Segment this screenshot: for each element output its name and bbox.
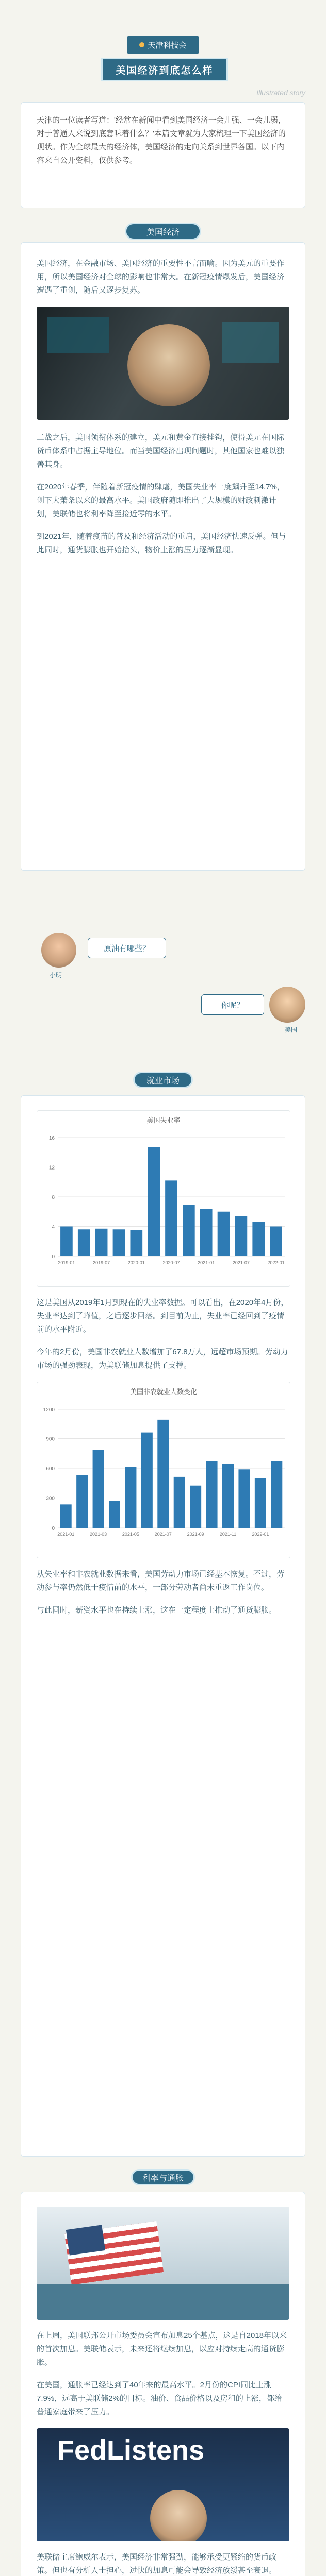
y-tick-label: 16	[48, 1136, 55, 1141]
nonfarm-bar-chart	[37, 1399, 290, 1553]
emp-paragraph-2: 今年的2月份，美国非农就业人数增加了67.8万人，远超市场预期。劳动力市场的强劲表现，为美联储加息提供了支撑。	[37, 1348, 288, 1370]
bar	[252, 1222, 265, 1256]
x-tick-label: 2022-01	[267, 1260, 285, 1265]
screen-shape	[222, 322, 279, 363]
y-tick-label: 300	[46, 1496, 55, 1502]
bar	[174, 1477, 185, 1528]
main-paragraph-3: 在2020年春季，伴随着新冠疫情的肆虐，美国失业率一度飙升至14.7%，创下大萧条以来的最高水平。美国政府随即推出了大规模的财政刺激计划，美联储也将利率降至接近零的水平。	[37, 483, 285, 518]
chart-title: 美国非农就业人数变化	[129, 1388, 197, 1396]
x-tick-label: 2021-11	[219, 1532, 237, 1537]
chart-title: 美国失业率	[146, 1116, 181, 1124]
speaker-figure	[150, 2490, 207, 2541]
x-tick-label: 2021-01	[198, 1260, 215, 1265]
y-tick-label: 600	[46, 1466, 55, 1472]
x-tick-label: 2022-01	[252, 1532, 269, 1537]
chart-unemployment	[37, 1110, 290, 1287]
y-tick-label: 0	[52, 1526, 55, 1531]
unemployment-bar-chart	[37, 1127, 290, 1282]
x-tick-label: 2020-01	[127, 1260, 145, 1265]
emp-paragraph-3: 从失业率和非农就业数据来看，美国劳动力市场已经基本恢复。不过，劳动参与率仍然低于疫情前的水平，一部分劳动者尚未重返工作岗位。	[37, 1570, 285, 1592]
x-tick-label: 2020-07	[162, 1260, 180, 1265]
flag-illustration	[37, 2207, 289, 2320]
waves-shape	[37, 2284, 289, 2320]
bar	[238, 1469, 250, 1528]
page-title: 美国经济到底怎么样	[101, 58, 228, 81]
emp-paragraph-4: 与此同时，薪资水平也在持续上涨，这在一定程度上推动了通货膨胀。	[37, 1606, 277, 1615]
bar	[125, 1467, 136, 1528]
bar	[76, 1475, 88, 1528]
x-tick-label: 2021-05	[122, 1532, 139, 1537]
bar	[206, 1461, 218, 1528]
brand-badge	[127, 36, 199, 54]
bar	[93, 1450, 104, 1528]
x-tick-label: 2021-03	[90, 1532, 107, 1537]
bar	[183, 1205, 195, 1256]
bar	[148, 1147, 160, 1256]
y-tick-label: 8	[52, 1195, 55, 1200]
main-card	[21, 242, 305, 871]
intro-card	[21, 102, 305, 208]
bar	[157, 1420, 169, 1528]
bar	[165, 1180, 177, 1256]
x-tick-label: 2021-07	[154, 1532, 172, 1537]
bar	[255, 1478, 266, 1528]
screen-shape	[47, 317, 109, 353]
x-tick-label: 2021-01	[57, 1532, 75, 1537]
hike-paragraph-1: 在上周，美国联邦公开市场委员会宣布加息25个基点，这是自2018年以来的首次加息。美联储表示，未来还将继续加息，以应对持续走高的通货膨胀。	[37, 2331, 287, 2367]
bar	[222, 1464, 234, 1528]
bar	[60, 1504, 72, 1528]
speech-bubble-answer: 你呢？	[201, 994, 264, 1015]
bar	[141, 1433, 153, 1528]
y-tick-label: 1200	[43, 1407, 55, 1413]
trader-face	[127, 324, 210, 406]
section-label-employment: 就业市场	[133, 1072, 193, 1088]
section-label-market: 美国经济	[125, 223, 201, 240]
intro-text: 天津的一位读者写道：'经常在新闻中看到美国经济一会儿强、一会儿弱，对于普通人来说到底意味着什么？'本篇文章就为大家梳理一下美国经济的现状。作为全球最大的经济体，美国经济的走向关系到世界各国。以下内容来自公开资料，仅供参考。	[37, 116, 286, 165]
main-paragraph-1: 美国经济，在金融市场、美国经济的重要性不言而喻。因为美元的重要作用，所以美国经济对全球的影响也非常大。在新冠疫情爆发后，美国经济遭遇了重创，随后又逐步复苏。	[37, 259, 285, 295]
avatar-user1	[41, 933, 76, 968]
hike-paragraph-2: 在美国，通胀率已经达到了40年来的最高水平。2月份的CPI同比上涨7.9%，远高于美联储2%的目标。油价、食品价格以及房租的上涨，都给普通家庭带来了压力。	[37, 2381, 282, 2416]
bar	[235, 1216, 248, 1256]
bar	[271, 1461, 282, 1528]
x-tick-label: 2019-01	[58, 1260, 75, 1265]
fed-listens-text: FedListens	[57, 2435, 205, 2466]
bar	[200, 1209, 213, 1256]
y-tick-label: 0	[52, 1254, 55, 1260]
y-tick-label: 12	[48, 1165, 55, 1171]
x-tick-label: 2021-07	[232, 1260, 250, 1265]
bar	[113, 1229, 125, 1256]
x-tick-label: 2019-07	[93, 1260, 110, 1265]
bar	[270, 1227, 282, 1257]
employment-card	[21, 1095, 305, 2157]
speech-bubble-question: 原油有哪些？	[88, 938, 166, 958]
x-tick-label: 2021-09	[187, 1532, 204, 1537]
bar	[109, 1501, 120, 1528]
fed-photo	[37, 2428, 289, 2541]
rate-hike-card	[21, 2192, 305, 2576]
section-label-hike: 利率与通胀	[131, 2169, 195, 2185]
avatar-user2	[269, 987, 305, 1023]
brand-label: 天津科技会	[148, 41, 187, 50]
flag-canton-shape	[66, 2225, 105, 2255]
bar	[60, 1227, 73, 1257]
brand-dot-icon	[139, 42, 144, 47]
hike-paragraph-3: 美联储主席鲍威尔表示，美国经济非常强劲，能够承受更紧缩的货币政策。但也有分析人士担心，过快的加息可能会导致经济放缓甚至衰退。	[37, 2553, 277, 2575]
y-tick-label: 4	[52, 1224, 55, 1230]
bar	[218, 1212, 230, 1256]
user2-name: 美国	[284, 1026, 297, 1033]
bar	[130, 1230, 142, 1256]
emp-paragraph-1: 这是美国从2019年1月到现在的失业率数据。可以看出，在2020年4月份，失业率达到了峰值，之后逐步回落。到目前为止，失业率已经回到了疫情前的水平附近。	[37, 1298, 289, 1334]
bar	[190, 1486, 201, 1528]
y-tick-label: 900	[46, 1436, 55, 1443]
bar	[95, 1229, 108, 1256]
main-paragraph-2: 二战之后，美国领衔体系的建立，美元和黄金直接挂钩，使得美元在国际货币体系中占据主导地位。而当美国经济出现问题时，其他国家也难以独善其身。	[37, 433, 285, 469]
trader-photo	[37, 307, 289, 420]
watermark: Illustrated story	[256, 89, 305, 97]
chart-nonfarm	[37, 1382, 290, 1558]
user1-name: 小明	[50, 972, 62, 979]
main-paragraph-4: 到2021年，随着疫苗的普及和经济活动的重启，美国经济快速反弹。但与此同时，通货膨胀也开始抬头，物价上涨的压力逐渐显现。	[37, 532, 286, 554]
bar	[78, 1229, 90, 1256]
